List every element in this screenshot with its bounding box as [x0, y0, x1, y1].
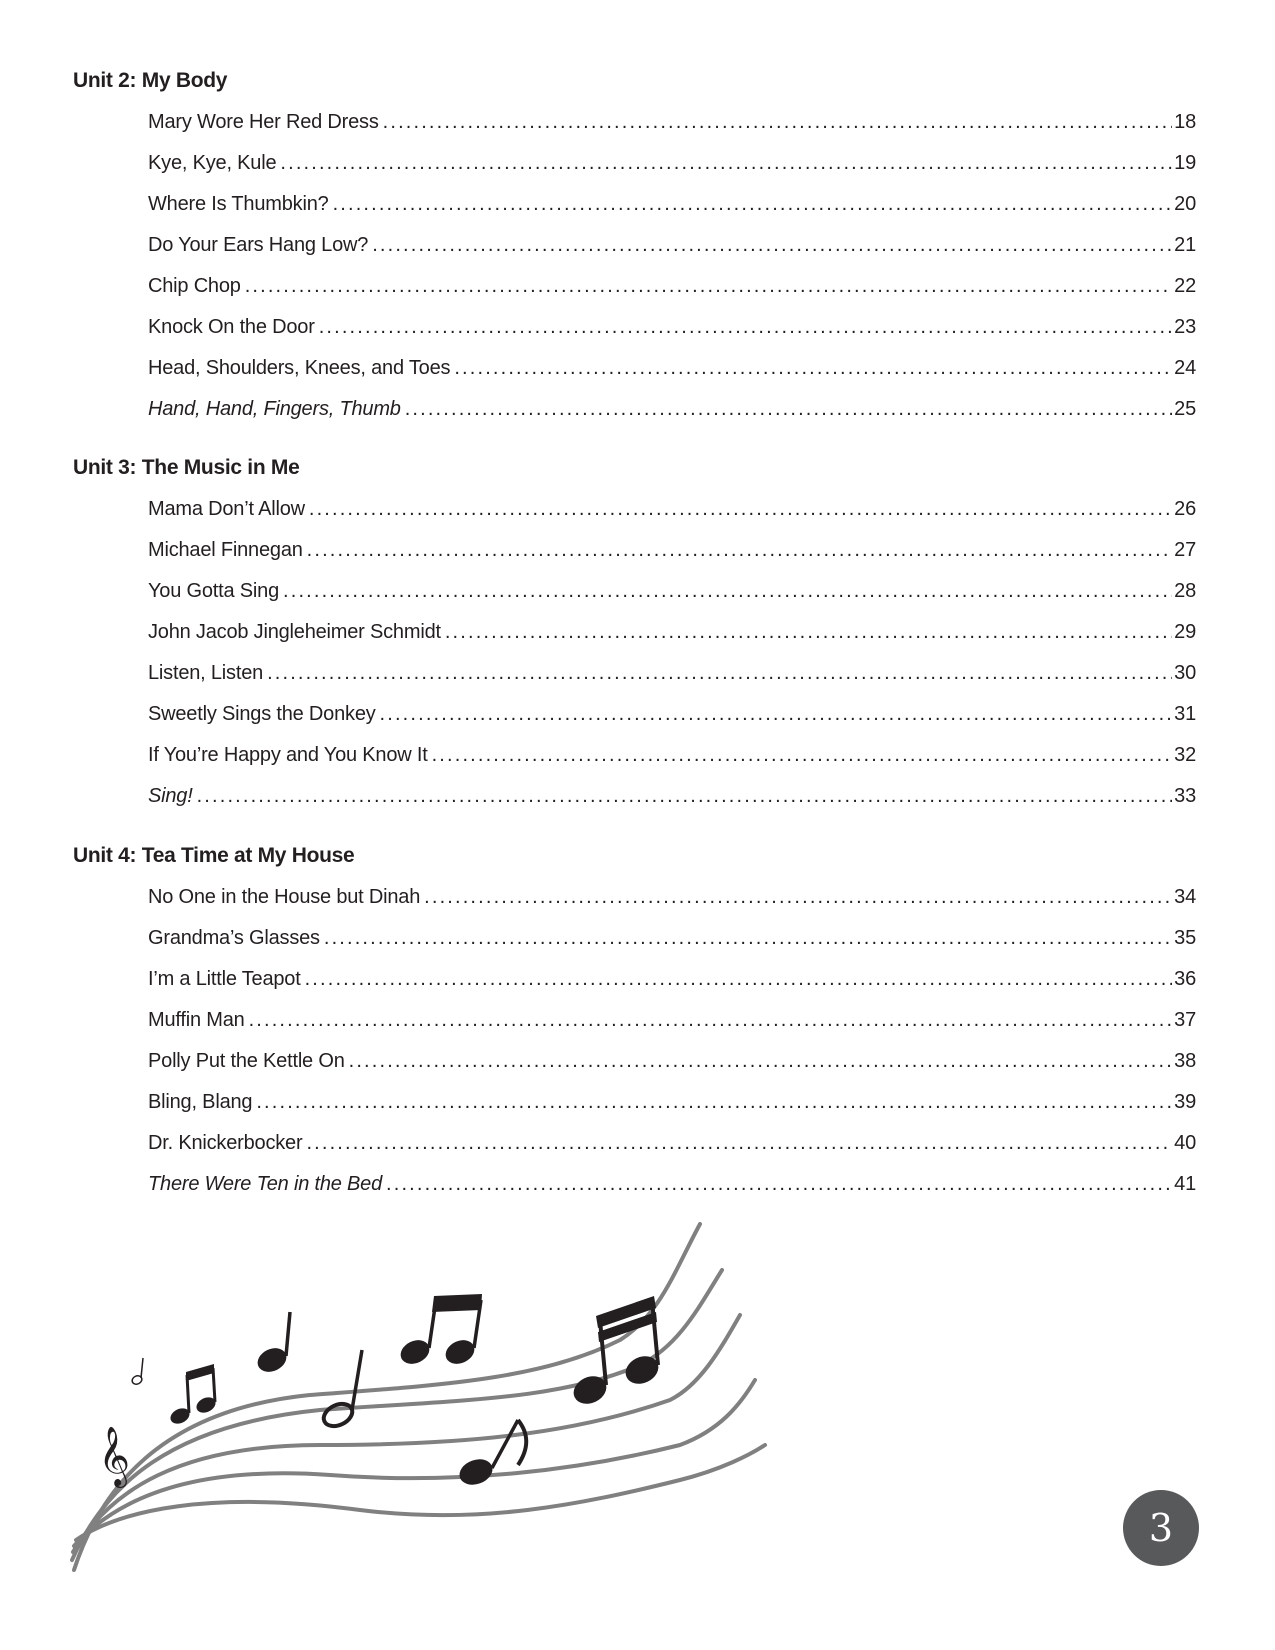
entry-title: Grandma’s Glasses — [148, 927, 320, 949]
entry-page-number: 30 — [1174, 662, 1196, 684]
entry-title: Do Your Ears Hang Low? — [148, 234, 369, 256]
dot-leader — [324, 925, 1172, 951]
toc-entry[interactable] — [148, 232, 1196, 258]
dot-leader — [267, 660, 1172, 686]
entry-title: Head, Shoulders, Knees, and Toes — [148, 357, 451, 379]
entry-title: Bling, Blang — [148, 1091, 253, 1113]
entry-title: Polly Put the Kettle On — [148, 1050, 345, 1072]
toc-entry[interactable] — [148, 884, 1196, 910]
toc-entry[interactable] — [148, 1089, 1196, 1115]
entry-title: John Jacob Jingleheimer Schmidt — [148, 621, 441, 643]
entry-page-number: 39 — [1174, 1091, 1196, 1113]
unit-title: Unit 3: The Music in Me — [73, 456, 300, 479]
entry-page-number: 29 — [1174, 621, 1196, 643]
entry-page-number: 24 — [1174, 357, 1196, 379]
dot-leader — [283, 578, 1172, 604]
dot-leader — [305, 966, 1173, 992]
toc-entry[interactable] — [148, 1048, 1196, 1074]
entry-title: Muffin Man — [148, 1009, 245, 1031]
dot-leader — [445, 619, 1172, 645]
entry-page-number: 25 — [1174, 398, 1196, 420]
entry-page-number: 23 — [1174, 316, 1196, 338]
toc-entry[interactable] — [148, 150, 1196, 176]
entry-page-number: 27 — [1174, 539, 1196, 561]
dot-leader — [309, 496, 1172, 522]
dot-leader — [386, 1171, 1172, 1197]
svg-text:𝄞: 𝄞 — [91, 1424, 135, 1490]
toc-entry[interactable] — [148, 660, 1196, 686]
unit-title: Unit 4: Tea Time at My House — [73, 844, 355, 867]
entry-title: If You’re Happy and You Know It — [148, 744, 428, 766]
toc-entry[interactable] — [148, 1007, 1196, 1033]
entry-title: There Were Ten in the Bed — [148, 1173, 383, 1195]
dot-leader — [424, 884, 1172, 910]
page-number-badge: 3 — [1123, 1490, 1199, 1566]
dot-leader — [197, 783, 1173, 809]
toc-entry[interactable] — [148, 578, 1196, 604]
toc-entry[interactable] — [148, 742, 1196, 768]
entry-page-number: 35 — [1174, 927, 1196, 949]
entry-title: Dr. Knickerbocker — [148, 1132, 303, 1154]
entry-title: Listen, Listen — [148, 662, 264, 684]
entry-title: Sweetly Sings the Donkey — [148, 703, 376, 725]
entry-page-number: 32 — [1174, 744, 1196, 766]
toc-entry[interactable] — [148, 1171, 1196, 1197]
dot-leader — [280, 150, 1172, 176]
music-notes — [131, 1294, 663, 1489]
entry-page-number: 28 — [1174, 580, 1196, 602]
entry-title: Kye, Kye, Kule — [148, 152, 277, 174]
dot-leader — [372, 232, 1172, 258]
entry-title: Knock On the Door — [148, 316, 315, 338]
entry-title: Where Is Thumbkin? — [148, 193, 329, 215]
dot-leader — [319, 314, 1172, 340]
toc-entry[interactable] — [148, 619, 1196, 645]
toc-entry[interactable] — [148, 496, 1196, 522]
entry-page-number: 21 — [1174, 234, 1196, 256]
toc-entry[interactable] — [148, 355, 1196, 381]
toc-entry[interactable] — [148, 314, 1196, 340]
dot-leader — [306, 1130, 1172, 1156]
dot-leader — [349, 1048, 1173, 1074]
staff-lines — [72, 1224, 765, 1570]
entry-page-number: 20 — [1174, 193, 1196, 215]
dot-leader — [380, 701, 1173, 727]
entry-title: Michael Finnegan — [148, 539, 303, 561]
toc-entry[interactable] — [148, 191, 1196, 217]
dot-leader — [454, 355, 1172, 381]
dot-leader — [249, 1007, 1173, 1033]
toc-entry[interactable] — [148, 396, 1196, 422]
entry-title: Mary Wore Her Red Dress — [148, 111, 379, 133]
entry-page-number: 19 — [1174, 152, 1196, 174]
toc-entry[interactable] — [148, 537, 1196, 563]
entry-title: Hand, Hand, Fingers, Thumb — [148, 398, 401, 420]
dot-leader — [307, 537, 1172, 563]
dot-leader — [405, 396, 1172, 422]
toc-entry[interactable] — [148, 109, 1196, 135]
dot-leader — [383, 109, 1173, 135]
toc-entry[interactable] — [148, 701, 1196, 727]
entry-title: You Gotta Sing — [148, 580, 280, 602]
entry-page-number: 18 — [1174, 111, 1196, 133]
entry-title: Chip Chop — [148, 275, 241, 297]
dot-leader — [245, 273, 1172, 299]
entry-page-number: 34 — [1174, 886, 1196, 908]
entry-page-number: 22 — [1174, 275, 1196, 297]
toc-entry[interactable] — [148, 783, 1196, 809]
dot-leader — [256, 1089, 1172, 1115]
toc-entry[interactable] — [148, 273, 1196, 299]
entry-title: I’m a Little Teapot — [148, 968, 301, 990]
toc-entry[interactable] — [148, 925, 1196, 951]
entry-page-number: 37 — [1174, 1009, 1196, 1031]
entry-page-number: 38 — [1174, 1050, 1196, 1072]
entry-page-number: 36 — [1174, 968, 1196, 990]
entry-page-number: 26 — [1174, 498, 1196, 520]
entry-title: Mama Don’t Allow — [148, 498, 305, 520]
entry-page-number: 33 — [1174, 785, 1196, 807]
dot-leader — [432, 742, 1173, 768]
toc-entry[interactable] — [148, 966, 1196, 992]
entry-page-number: 40 — [1174, 1132, 1196, 1154]
entry-title: No One in the House but Dinah — [148, 886, 421, 908]
toc-entry[interactable] — [148, 1130, 1196, 1156]
unit-title: Unit 2: My Body — [73, 69, 228, 92]
music-staff-notes-icon — [60, 1220, 780, 1580]
entry-page-number: 31 — [1174, 703, 1196, 725]
entry-page-number: 41 — [1174, 1173, 1196, 1195]
dot-leader — [333, 191, 1173, 217]
entry-title: Sing! — [148, 785, 193, 807]
treble-clef-icon — [92, 1424, 135, 1491]
